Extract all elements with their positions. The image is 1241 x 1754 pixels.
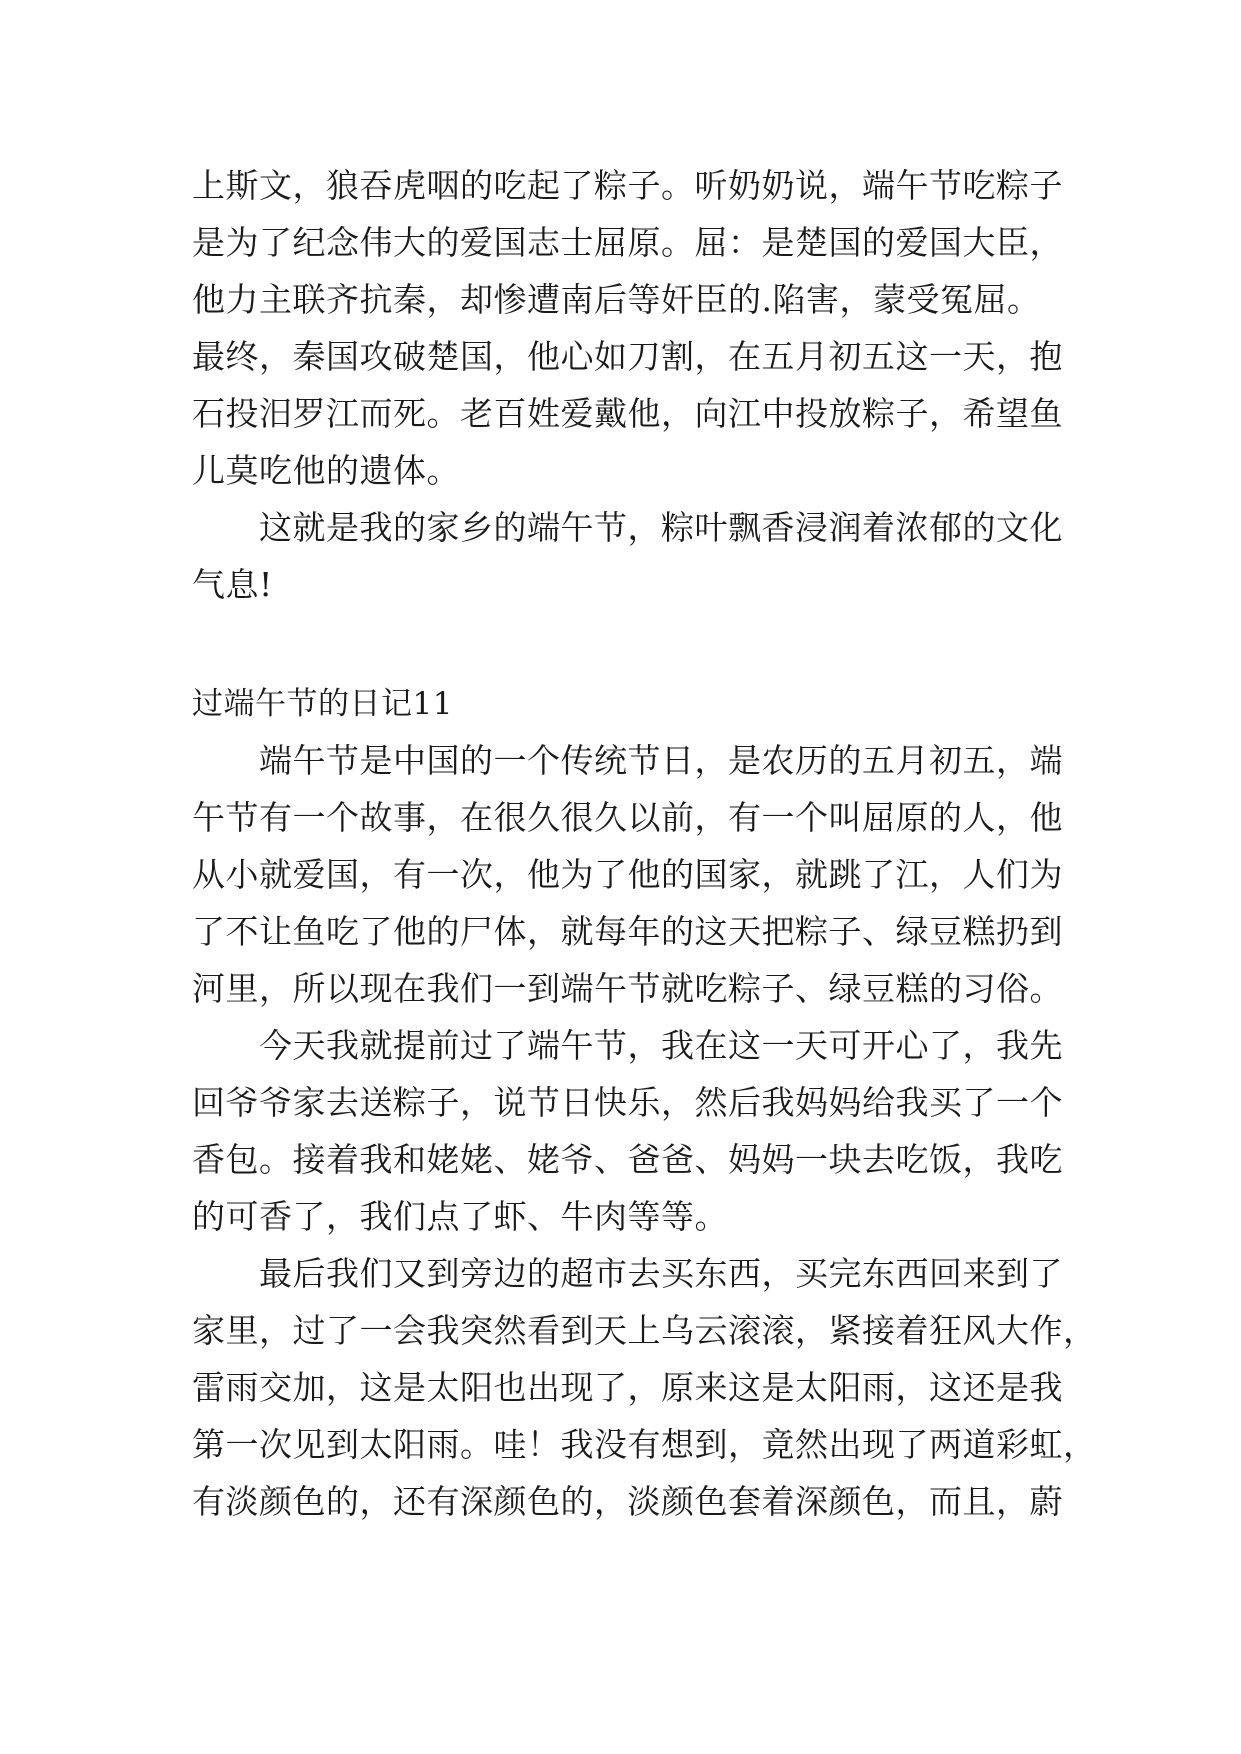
section-heading: 过端午节的日记11 <box>192 686 453 722</box>
text-line: 上斯文，狼吞虎咽的吃起了粽子。听奶奶说，端午节吃粽子 <box>192 166 1063 205</box>
text-line: 今天我就提前过了端午节，我在这一天可开心了，我先 <box>192 1026 1063 1065</box>
text-line: 有淡颜色的，还有深颜色的，淡颜色套着深颜色，而且，蔚 <box>192 1482 1063 1521</box>
text-line: 这就是我的家乡的端午节，粽叶飘香浸润着浓郁的文化 <box>192 508 1063 547</box>
text-line: 是为了纪念伟大的爱国志士屈原。屈：是楚国的爱国大臣， <box>192 223 1063 262</box>
text-line: 最后我们又到旁边的超市去买东西，买完东西回来到了 <box>192 1254 1063 1293</box>
text-line: 最终，秦国攻破楚国，他心如刀割，在五月初五这一天，抱 <box>192 337 1063 376</box>
text-line: 的可香了，我们点了虾、牛肉等等。 <box>192 1197 728 1236</box>
text-line: 香包。接着我和姥姥、姥爷、爸爸、妈妈一块去吃饭，我吃 <box>192 1140 1063 1179</box>
text-line: 第一次见到太阳雨。哇！我没有想到，竟然出现了两道彩虹， <box>192 1425 1097 1464</box>
text-line: 儿莫吃他的遗体。 <box>192 451 460 490</box>
text-line: 石投汨罗江而死。老百姓爱戴他，向江中投放粽子，希望鱼 <box>192 394 1063 433</box>
text-line: 雷雨交加，这是太阳也出现了，原来这是太阳雨，这还是我 <box>192 1368 1063 1407</box>
text-line: 他力主联齐抗秦，却惨遭南后等奸臣的.陷害，蒙受冤屈。 <box>192 280 1041 319</box>
text-line: 午节有一个故事，在很久很久以前，有一个叫屈原的人，他 <box>192 798 1063 837</box>
text-line: 端午节是中国的一个传统节日，是农历的五月初五，端 <box>192 741 1063 780</box>
text-line: 回爷爷家去送粽子，说节日快乐，然后我妈妈给我买了一个 <box>192 1083 1063 1122</box>
text-line: 河里，所以现在我们一到端午节就吃粽子、绿豆糕的习俗。 <box>192 969 1063 1008</box>
text-line: 家里，过了一会我突然看到天上乌云滚滚，紧接着狂风大作， <box>192 1311 1097 1350</box>
text-line: 从小就爱国，有一次，他为了他的国家，就跳了江，人们为 <box>192 855 1063 894</box>
text-line: 了不让鱼吃了他的尸体，就每年的这天把粽子、绿豆糕扔到 <box>192 912 1063 951</box>
text-line: 气息! <box>192 565 273 604</box>
